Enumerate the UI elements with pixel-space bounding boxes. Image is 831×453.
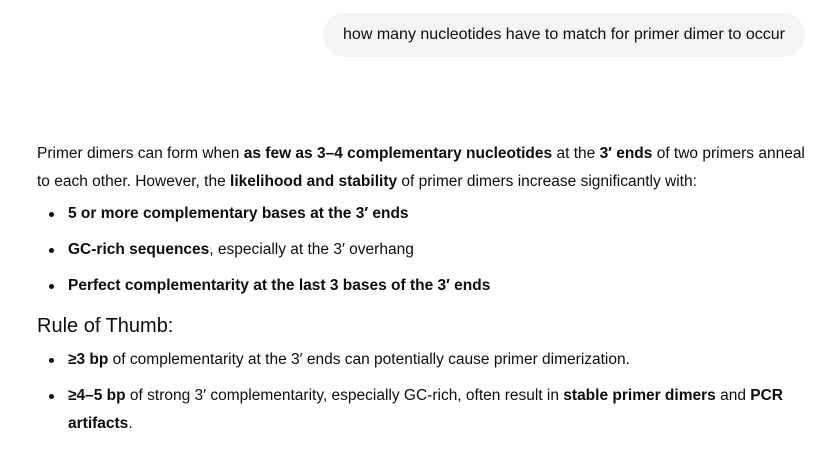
- rule-text-1: of complementarity at the 3′ ends can potentially cause primer dimerization.: [108, 351, 630, 368]
- answer-intro-paragraph: [37, 140, 817, 196]
- bullet-dot-icon: [49, 248, 54, 253]
- bullet-dot-icon: [49, 284, 54, 289]
- user-message-row: [323, 13, 805, 57]
- intro-text-3: of two primers anneal to each other. However, the: [37, 145, 805, 190]
- rule-bold-3: PCR artifacts: [68, 387, 783, 432]
- factor-bold: 5 or more complementary bases at the 3′ ends: [68, 205, 409, 222]
- assistant-answer: [37, 140, 817, 446]
- list-item: [37, 382, 817, 438]
- rule-bold-1: ≥4–5 bp: [68, 387, 126, 404]
- bullet-dot-icon: [49, 212, 54, 217]
- rule-text-2: and: [715, 387, 751, 404]
- intro-text-1: Primer dimers can form when: [37, 145, 244, 162]
- intro-bold-2: 3′ ends: [599, 145, 653, 162]
- intro-bold-3: likelihood and stability: [230, 173, 398, 190]
- list-item: [37, 236, 817, 264]
- list-item: [37, 346, 817, 374]
- list-item: [37, 272, 817, 300]
- rule-text-3: .: [128, 415, 133, 432]
- intro-text-2: at the: [552, 145, 600, 162]
- intro-text-4: of primer dimers increase significantly with:: [397, 173, 697, 190]
- factor-text: , especially at the 3′ overhang: [209, 241, 414, 258]
- intro-bold-1: as few as 3–4 complementary nucleotides: [243, 145, 553, 162]
- bullet-dot-icon: [49, 394, 54, 399]
- rules-list: [37, 346, 817, 438]
- factor-bold: Perfect complementarity at the last 3 bases of the 3′ ends: [68, 277, 491, 294]
- rule-text-1: of strong 3′ complementarity, especially GC-rich, often result in: [125, 387, 564, 404]
- rule-of-thumb-heading: Rule of Thumb:: [37, 315, 174, 337]
- bullet-dot-icon: [49, 358, 54, 363]
- list-item: [37, 200, 817, 228]
- factor-bold: GC-rich sequences: [68, 241, 210, 258]
- rule-bold-2: stable primer dimers: [563, 387, 716, 404]
- rule-bold-1: ≥3 bp: [68, 351, 109, 368]
- factors-list: [37, 200, 817, 300]
- user-message-bubble[interactable]: how many nucleotides have to match for primer dimer to occur: [323, 13, 805, 57]
